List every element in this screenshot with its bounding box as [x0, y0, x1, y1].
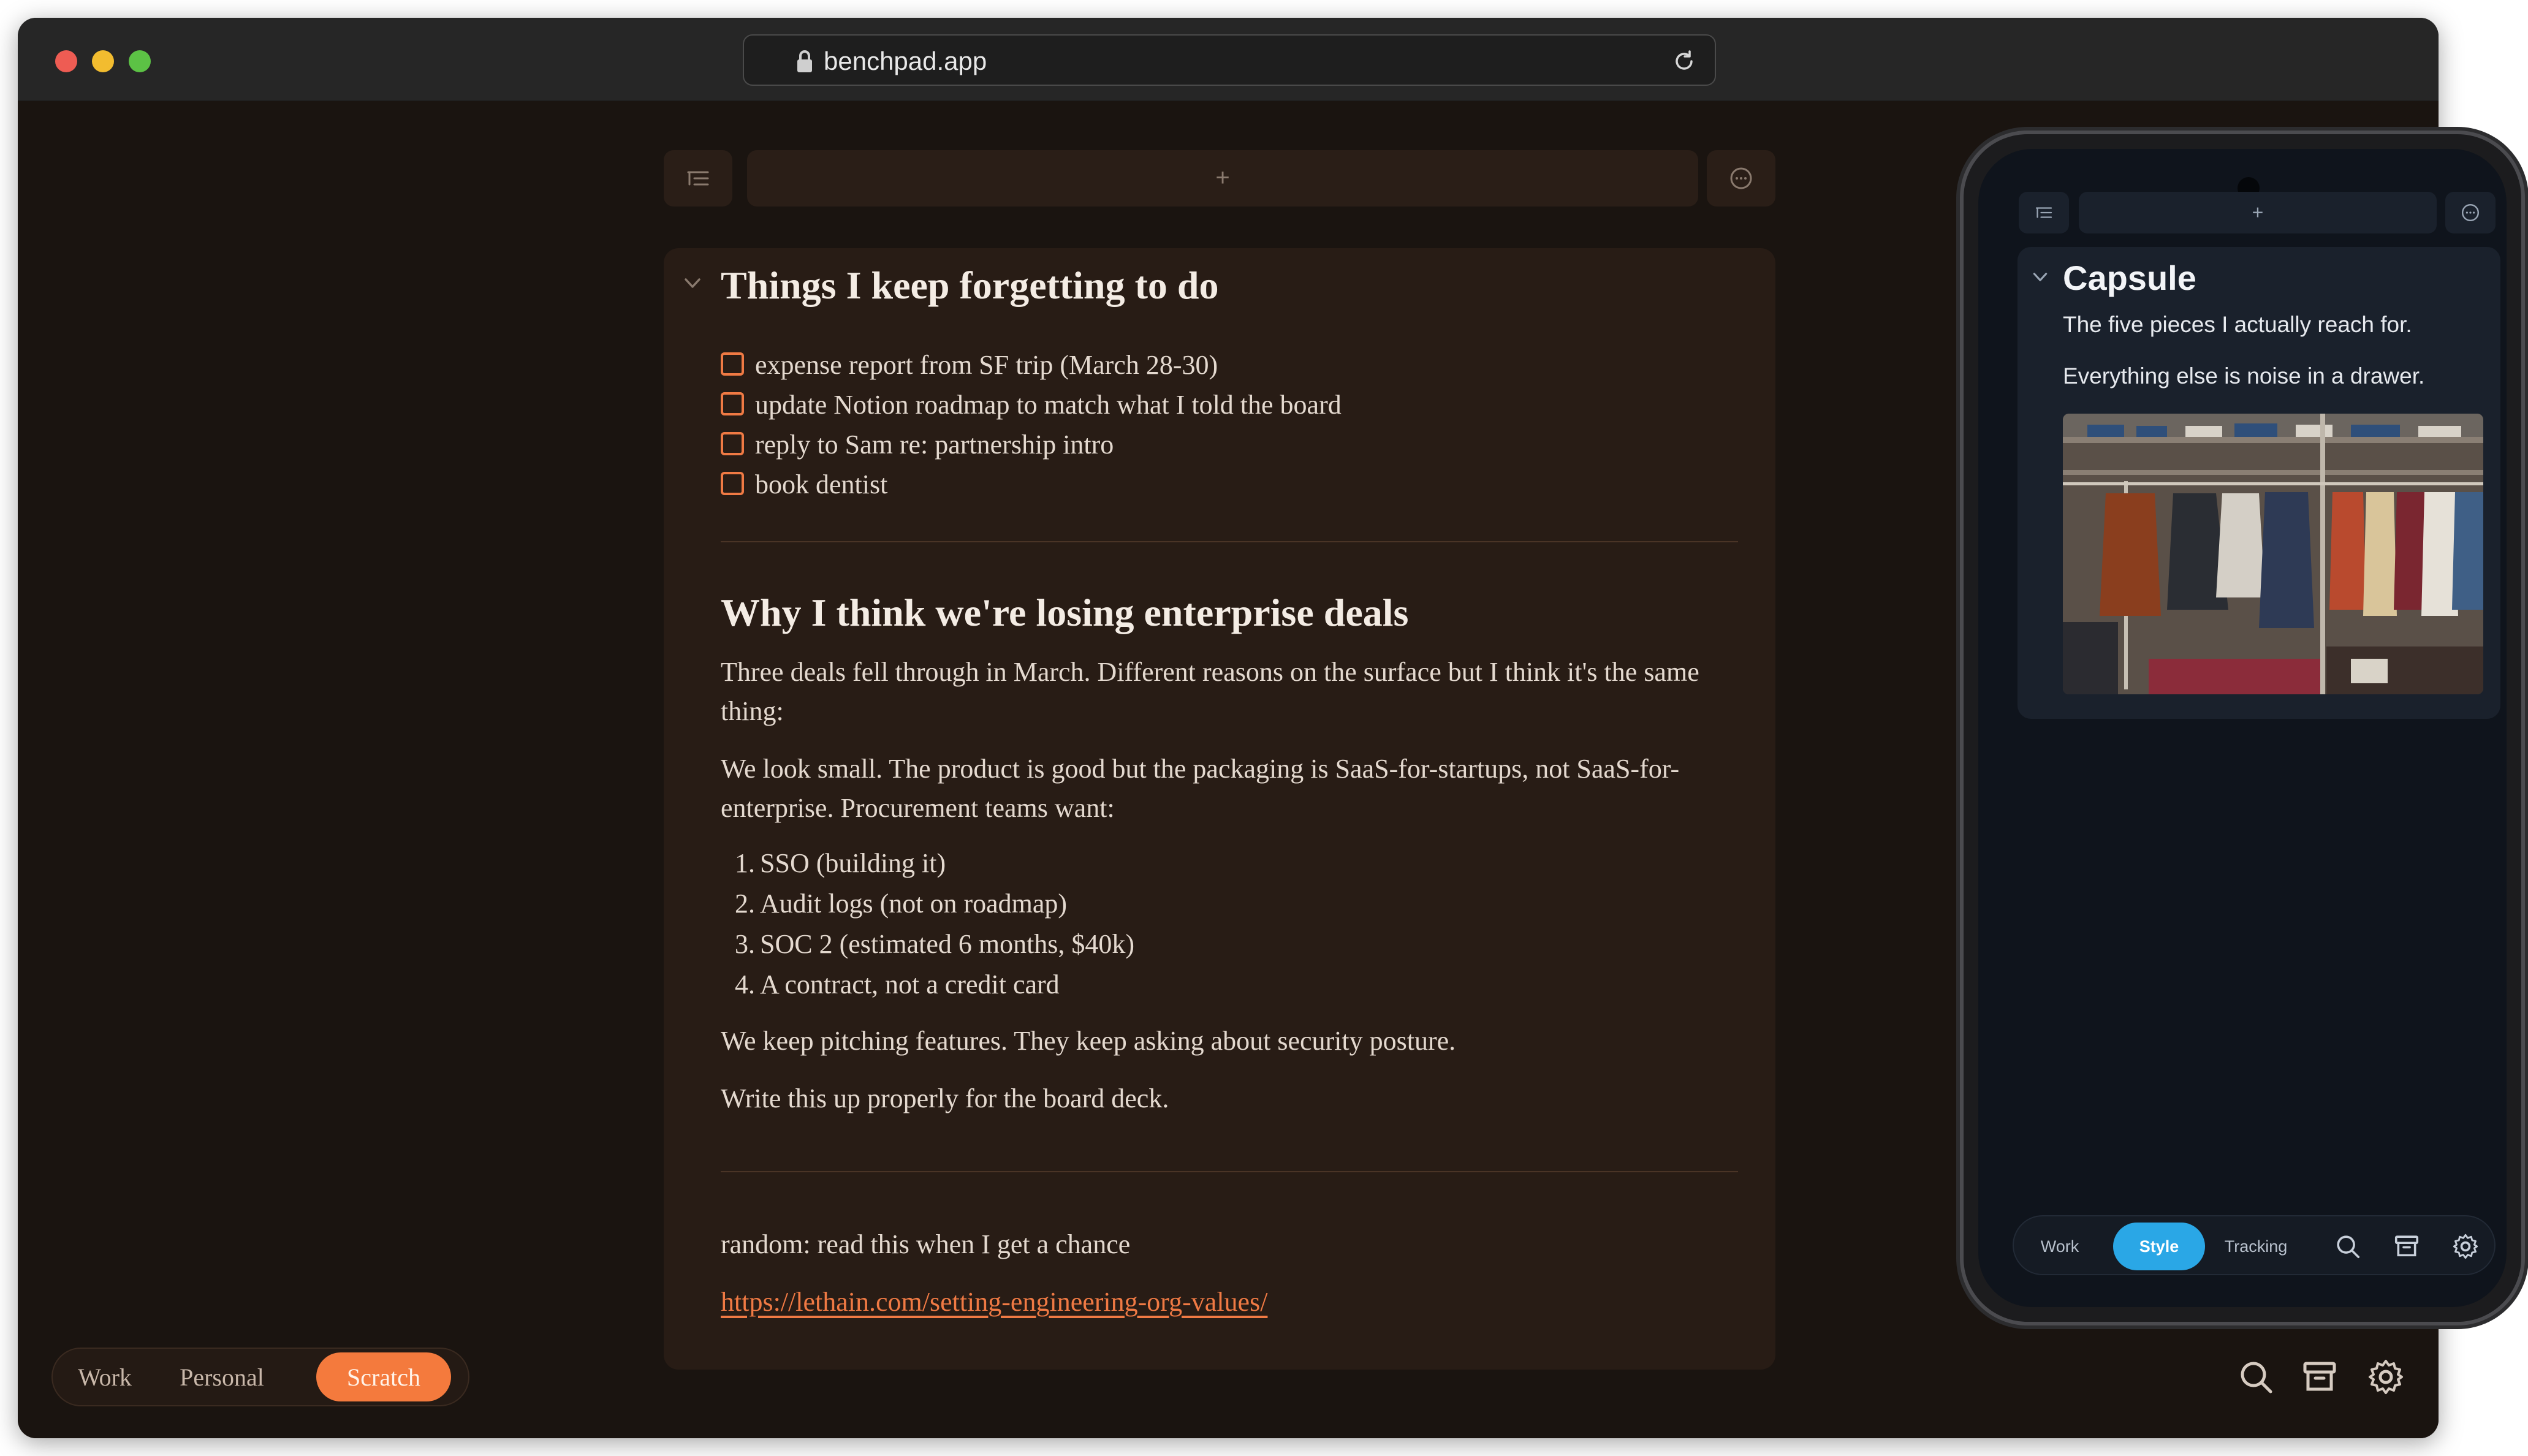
phone-note-title: Capsule — [2063, 259, 2196, 297]
more-icon — [2461, 203, 2480, 222]
search-icon[interactable] — [2236, 1357, 2276, 1397]
section-divider — [721, 541, 1738, 542]
todo-list — [721, 345, 1342, 504]
todo-item — [721, 385, 1342, 425]
chevron-down-icon[interactable] — [2031, 268, 2049, 286]
todo-item — [721, 464, 1342, 504]
gear-icon[interactable] — [2366, 1357, 2405, 1397]
list-item: 3. SOC 2 (estimated 6 months, $40k) — [735, 929, 1135, 959]
essay-paragraph: We keep pitching features. They keep asking about security posture. — [721, 1026, 1456, 1056]
outline-icon — [686, 169, 710, 188]
phone-tab-work[interactable]: Work — [2040, 1237, 2079, 1256]
lock-icon — [795, 49, 814, 74]
url-text: benchpad.app — [824, 47, 987, 75]
phone-tab-style[interactable]: Style — [2113, 1223, 2205, 1270]
article-link[interactable]: https://lethain.com/setting-engineering-org-values/ — [721, 1287, 1268, 1317]
essay-paragraph: Write this up properly for the board deck. — [721, 1083, 1169, 1113]
outline-icon — [2035, 205, 2053, 220]
todo-label: book dentist — [755, 469, 888, 499]
todo-heading: Things I keep forgetting to do — [721, 264, 1219, 307]
todo-checkbox[interactable] — [721, 392, 744, 415]
todo-label: expense report from SF trip (March 28-30) — [755, 350, 1218, 380]
todo-label: reply to Sam re: partnership intro — [755, 430, 1114, 460]
phone-outline-button[interactable] — [2019, 192, 2069, 233]
tab-work[interactable]: Work — [78, 1363, 132, 1391]
note-card[interactable] — [664, 248, 1775, 1370]
wardrobe-photo — [2063, 414, 2483, 694]
plus-icon: + — [1215, 164, 1230, 192]
list-item: 4. A contract, not a credit card — [735, 969, 1060, 999]
more-options-button[interactable] — [1707, 150, 1775, 207]
reload-icon[interactable] — [1669, 47, 1699, 76]
todo-checkbox[interactable] — [721, 472, 744, 495]
essay-heading: Why I think we're losing enterprise deals — [721, 591, 1409, 634]
address-bar[interactable] — [743, 34, 1716, 86]
phone-more-button[interactable] — [2445, 192, 2496, 233]
more-icon — [1729, 166, 1753, 191]
list-item: 2. Audit logs (not on roadmap) — [735, 889, 1068, 919]
tab-personal[interactable]: Personal — [180, 1363, 264, 1391]
close-window-button[interactable] — [55, 50, 77, 72]
essay-paragraph: Three deals fell through in March. Different reasons on the surface but I think it's the same thing: — [721, 657, 1699, 726]
plus-icon: + — [2252, 201, 2264, 224]
todo-label: update Notion roadmap to match what I told the board — [755, 390, 1342, 420]
archive-icon[interactable] — [2393, 1232, 2421, 1261]
todo-checkbox[interactable] — [721, 352, 744, 376]
todo-item — [721, 345, 1342, 385]
browser-titlebar — [18, 18, 2439, 101]
requirements-list — [721, 847, 1134, 1009]
outline-toggle-button[interactable] — [664, 150, 732, 207]
random-note-text: random: read this when I get a chance — [721, 1229, 1131, 1259]
phone-note-card[interactable] — [2017, 247, 2500, 719]
phone-tabbar — [2013, 1215, 2496, 1275]
gear-icon[interactable] — [2451, 1232, 2480, 1261]
archive-icon[interactable] — [2300, 1357, 2339, 1397]
phone-screen — [1978, 149, 2507, 1307]
phone-new-note-button[interactable] — [2079, 192, 2437, 233]
essay-paragraph: We look small. The product is good but the packaging is SaaS-for-startups, not SaaS-for-enterprise. Procurement teams want: — [721, 754, 1680, 823]
chevron-down-icon[interactable] — [682, 273, 703, 294]
list-item: 1. SSO (building it) — [735, 848, 946, 878]
phone-note-line: The five pieces I actually reach for. — [2063, 312, 2412, 337]
phone-note-line: Everything else is noise in a drawer. — [2063, 363, 2425, 389]
todo-item — [721, 425, 1342, 464]
zoom-window-button[interactable] — [129, 50, 151, 72]
notebook-tabbar — [51, 1348, 469, 1406]
section-divider — [721, 1171, 1738, 1172]
phone-device — [1960, 131, 2525, 1325]
tab-scratch[interactable]: Scratch — [316, 1352, 451, 1401]
todo-checkbox[interactable] — [721, 432, 744, 455]
search-icon[interactable] — [2334, 1232, 2362, 1261]
phone-tab-tracking[interactable]: Tracking — [2224, 1237, 2288, 1256]
minimize-window-button[interactable] — [92, 50, 114, 72]
new-note-button[interactable] — [747, 150, 1698, 207]
